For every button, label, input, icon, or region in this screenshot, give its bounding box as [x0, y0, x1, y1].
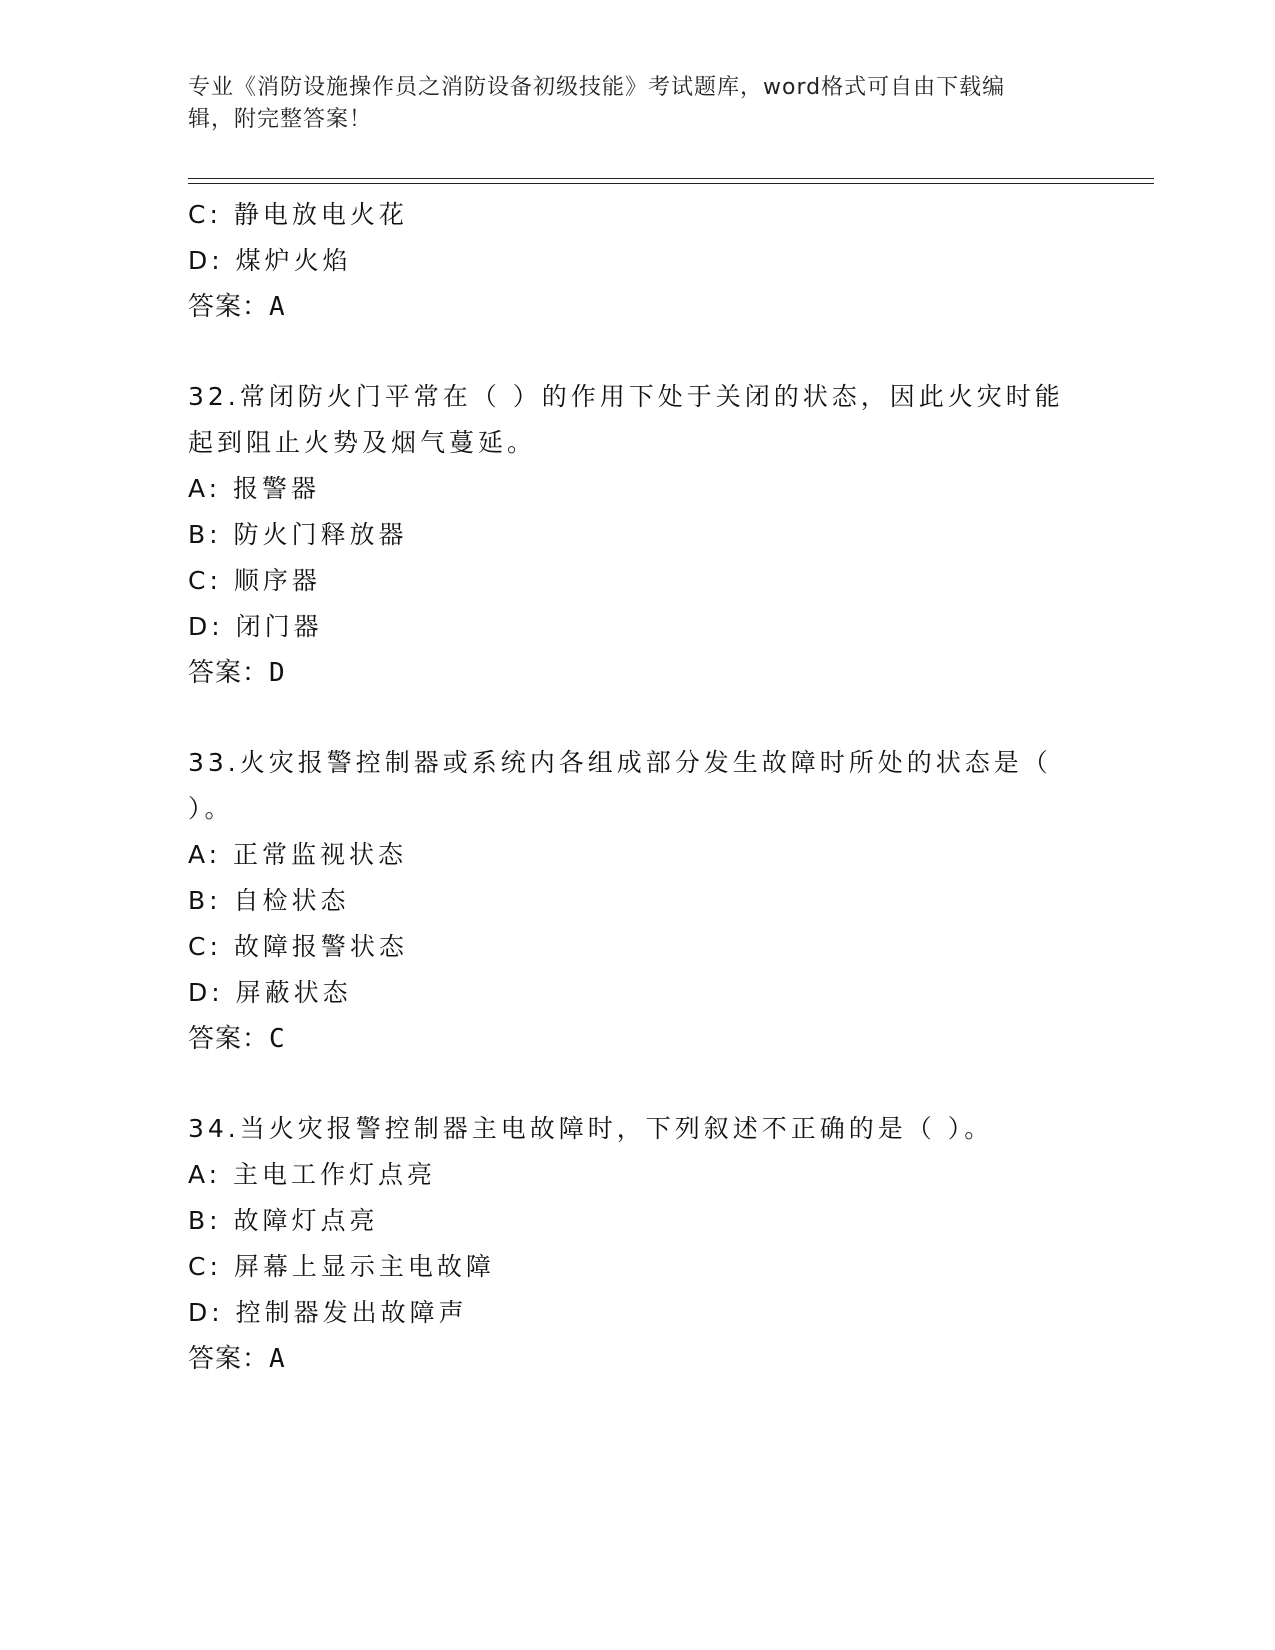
option-c: C: 故障报警状态 [188, 932, 408, 961]
question-text-line-2: 起到阻止火势及烟气蔓延。 [188, 428, 537, 457]
option-c: C: 屏幕上显示主电故障 [188, 1252, 495, 1281]
question-text-line-1: 32.常闭防火门平常在（ ）的作用下处于关闭的状态，因此火灾时能 [188, 382, 1064, 411]
option-c: C: 静电放电火花 [188, 200, 408, 229]
answer-line: 答案：A [188, 292, 286, 322]
answer-line: 答案：A [188, 1344, 286, 1374]
option-d: D: 煤炉火焰 [188, 246, 352, 275]
option-b: B: 自检状态 [188, 886, 350, 915]
header-rule-bottom [188, 183, 1154, 184]
header-line-1: 专业《消防设施操作员之消防设备初级技能》考试题库，word格式可自由下载编 [188, 75, 1006, 100]
answer-line: 答案：C [188, 1024, 286, 1054]
question-34 [188, 1106, 1088, 1382]
option-a: A: 报警器 [188, 474, 321, 503]
answer-line: 答案：D [188, 658, 286, 688]
option-a: A: 正常监视状态 [188, 840, 408, 869]
question-text-line-2: ）。 [188, 794, 234, 823]
question-list [188, 192, 1088, 1382]
option-b: B: 防火门释放器 [188, 520, 408, 549]
question-text-line-1: 34.当火灾报警控制器主电故障时，下列叙述不正确的是（ ）。 [188, 1114, 994, 1143]
option-d: D: 闭门器 [188, 612, 323, 641]
document-header [188, 72, 1068, 136]
header-rule-top [188, 178, 1154, 179]
option-a: A: 主电工作灯点亮 [188, 1160, 437, 1189]
option-d: D: 控制器发出故障声 [188, 1298, 468, 1327]
option-b: B: 故障灯点亮 [188, 1206, 379, 1235]
header-line-2: 辑，附完整答案！ [188, 107, 373, 132]
option-c: C: 顺序器 [188, 566, 321, 595]
question-32 [188, 374, 1088, 696]
question-31-fragment [188, 192, 1088, 330]
question-33 [188, 740, 1088, 1062]
option-d: D: 屏蔽状态 [188, 978, 352, 1007]
question-text-line-1: 33.火灾报警控制器或系统内各组成部分发生故障时所处的状态是（ [188, 748, 1052, 777]
